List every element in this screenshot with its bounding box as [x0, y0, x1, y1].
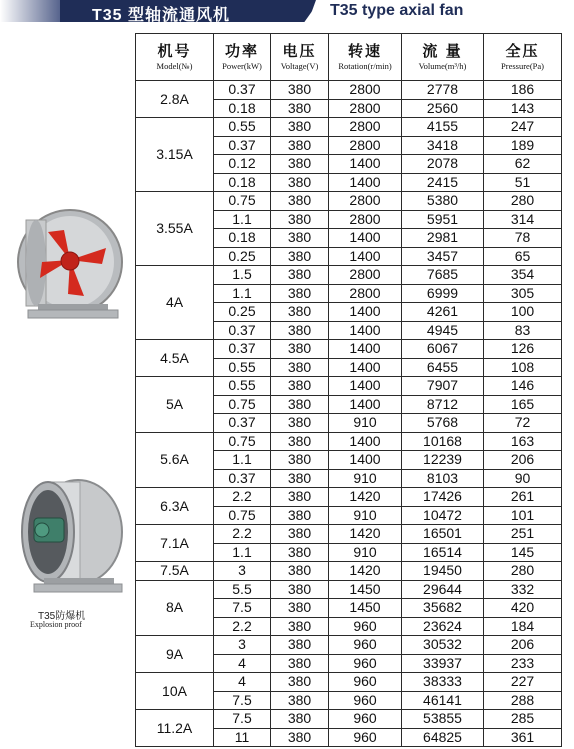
rotation-cell: 960 [329, 710, 402, 729]
voltage-cell: 380 [271, 340, 329, 359]
model-cell: 3.55A [136, 192, 214, 266]
pressure-cell: 90 [484, 469, 562, 488]
rotation-cell: 910 [329, 414, 402, 433]
voltage-cell: 380 [271, 599, 329, 618]
volume-cell: 16514 [402, 543, 484, 562]
voltage-cell: 380 [271, 728, 329, 747]
explosion-label-cn: T35防爆机 [38, 611, 86, 622]
pressure-cell: 206 [484, 636, 562, 655]
table-row [136, 562, 562, 581]
model-cell: 8A [136, 580, 214, 636]
volume-cell: 17426 [402, 488, 484, 507]
volume-cell: 46141 [402, 691, 484, 710]
model-cell: 4A [136, 266, 214, 340]
table-row [136, 580, 562, 599]
volume-cell: 6455 [402, 358, 484, 377]
volume-cell: 8712 [402, 395, 484, 414]
volume-cell: 2078 [402, 155, 484, 174]
volume-cell: 33937 [402, 654, 484, 673]
voltage-cell: 380 [271, 192, 329, 211]
table-row [136, 673, 562, 692]
table-row [136, 636, 562, 655]
rotation-cell: 1400 [329, 377, 402, 396]
rotation-cell: 1420 [329, 562, 402, 581]
rotation-cell: 960 [329, 673, 402, 692]
table-row [136, 432, 562, 451]
power-cell: 0.25 [214, 247, 271, 266]
voltage-cell: 380 [271, 543, 329, 562]
volume-cell: 6999 [402, 284, 484, 303]
volume-cell: 16501 [402, 525, 484, 544]
model-cell: 7.5A [136, 562, 214, 581]
volume-cell: 38333 [402, 673, 484, 692]
model-cell: 5A [136, 377, 214, 433]
power-cell: 0.25 [214, 303, 271, 322]
power-cell: 0.55 [214, 377, 271, 396]
power-cell: 0.18 [214, 173, 271, 192]
volume-cell: 12239 [402, 451, 484, 470]
model-cell: 9A [136, 636, 214, 673]
rotation-cell: 2800 [329, 99, 402, 118]
axial-fan-red-blade-image [8, 200, 126, 330]
volume-cell: 4261 [402, 303, 484, 322]
title-en: T35 type axial fan [330, 2, 464, 19]
power-cell: 7.5 [214, 710, 271, 729]
rotation-cell: 1400 [329, 173, 402, 192]
volume-cell: 6067 [402, 340, 484, 359]
pressure-cell: 247 [484, 118, 562, 137]
pressure-cell: 280 [484, 192, 562, 211]
power-cell: 1.1 [214, 210, 271, 229]
voltage-cell: 380 [271, 691, 329, 710]
pressure-cell: 233 [484, 654, 562, 673]
power-cell: 0.18 [214, 229, 271, 248]
voltage-cell: 380 [271, 155, 329, 174]
voltage-cell: 380 [271, 210, 329, 229]
rotation-cell: 1400 [329, 247, 402, 266]
pressure-cell: 126 [484, 340, 562, 359]
voltage-cell: 380 [271, 321, 329, 340]
volume-cell: 53855 [402, 710, 484, 729]
voltage-cell: 380 [271, 266, 329, 285]
pressure-cell: 305 [484, 284, 562, 303]
model-cell: 3.15A [136, 118, 214, 192]
volume-cell: 2415 [402, 173, 484, 192]
power-cell: 1.5 [214, 266, 271, 285]
table-body [136, 81, 562, 747]
header-volume: 流 量 Volume(m³/h) [402, 34, 484, 81]
power-cell: 0.12 [214, 155, 271, 174]
power-cell: 1.1 [214, 451, 271, 470]
model-cell: 7.1A [136, 525, 214, 562]
illustration-column [0, 30, 133, 749]
voltage-cell: 380 [271, 432, 329, 451]
rotation-cell: 1400 [329, 340, 402, 359]
pressure-cell: 143 [484, 99, 562, 118]
rotation-cell: 960 [329, 617, 402, 636]
pressure-cell: 72 [484, 414, 562, 433]
table-row [136, 377, 562, 396]
pressure-cell: 145 [484, 543, 562, 562]
power-cell: 1.1 [214, 284, 271, 303]
power-cell: 0.37 [214, 81, 271, 100]
pressure-cell: 280 [484, 562, 562, 581]
power-cell: 0.75 [214, 395, 271, 414]
volume-cell: 29644 [402, 580, 484, 599]
rotation-cell: 960 [329, 691, 402, 710]
pressure-cell: 361 [484, 728, 562, 747]
power-cell: 0.37 [214, 321, 271, 340]
title-cn: T35 型轴流通风机 [92, 7, 231, 24]
power-cell: 1.1 [214, 543, 271, 562]
voltage-cell: 380 [271, 414, 329, 433]
rotation-cell: 1400 [329, 303, 402, 322]
power-cell: 2.2 [214, 617, 271, 636]
rotation-cell: 1400 [329, 358, 402, 377]
voltage-cell: 380 [271, 118, 329, 137]
rotation-cell: 2800 [329, 192, 402, 211]
power-cell: 7.5 [214, 599, 271, 618]
pressure-cell: 227 [484, 673, 562, 692]
power-cell: 5.5 [214, 580, 271, 599]
power-cell: 0.55 [214, 118, 271, 137]
volume-cell: 19450 [402, 562, 484, 581]
rotation-cell: 1450 [329, 580, 402, 599]
pressure-cell: 62 [484, 155, 562, 174]
banner-fade [0, 0, 70, 22]
rotation-cell: 960 [329, 728, 402, 747]
pressure-cell: 251 [484, 525, 562, 544]
model-cell: 11.2A [136, 710, 214, 747]
rotation-cell: 910 [329, 543, 402, 562]
volume-cell: 7685 [402, 266, 484, 285]
table-row [136, 266, 562, 285]
voltage-cell: 380 [271, 173, 329, 192]
voltage-cell: 380 [271, 358, 329, 377]
power-cell: 0.55 [214, 358, 271, 377]
model-cell: 6.3A [136, 488, 214, 525]
power-cell: 2.2 [214, 488, 271, 507]
axial-fan-explosion-proof-image [8, 470, 126, 600]
voltage-cell: 380 [271, 451, 329, 470]
volume-cell: 2560 [402, 99, 484, 118]
power-cell: 4 [214, 654, 271, 673]
rotation-cell: 2800 [329, 266, 402, 285]
voltage-cell: 380 [271, 395, 329, 414]
voltage-cell: 380 [271, 377, 329, 396]
pressure-cell: 288 [484, 691, 562, 710]
rotation-cell: 1400 [329, 432, 402, 451]
volume-cell: 8103 [402, 469, 484, 488]
table-row [136, 118, 562, 137]
power-cell: 4 [214, 673, 271, 692]
power-cell: 11 [214, 728, 271, 747]
table-row [136, 340, 562, 359]
volume-cell: 4155 [402, 118, 484, 137]
rotation-cell: 2800 [329, 136, 402, 155]
voltage-cell: 380 [271, 99, 329, 118]
volume-cell: 23624 [402, 617, 484, 636]
voltage-cell: 380 [271, 636, 329, 655]
pressure-cell: 83 [484, 321, 562, 340]
voltage-cell: 380 [271, 562, 329, 581]
table-row [136, 525, 562, 544]
pressure-cell: 65 [484, 247, 562, 266]
power-cell: 0.75 [214, 192, 271, 211]
power-cell: 0.37 [214, 340, 271, 359]
voltage-cell: 380 [271, 525, 329, 544]
model-cell: 10A [136, 673, 214, 710]
pressure-cell: 51 [484, 173, 562, 192]
model-cell: 4.5A [136, 340, 214, 377]
voltage-cell: 380 [271, 654, 329, 673]
volume-cell: 30532 [402, 636, 484, 655]
pressure-cell: 189 [484, 136, 562, 155]
rotation-cell: 1420 [329, 525, 402, 544]
power-cell: 0.18 [214, 99, 271, 118]
rotation-cell: 960 [329, 636, 402, 655]
pressure-cell: 420 [484, 599, 562, 618]
pressure-cell: 163 [484, 432, 562, 451]
rotation-cell: 2800 [329, 284, 402, 303]
power-cell: 0.37 [214, 414, 271, 433]
pressure-cell: 261 [484, 488, 562, 507]
model-cell: 2.8A [136, 81, 214, 118]
rotation-cell: 910 [329, 469, 402, 488]
header-model: 机号 Model(№) [136, 34, 214, 81]
voltage-cell: 380 [271, 710, 329, 729]
header-pressure: 全压 Pressure(Pa) [484, 34, 562, 81]
pressure-cell: 206 [484, 451, 562, 470]
rotation-cell: 1400 [329, 321, 402, 340]
rotation-cell: 960 [329, 654, 402, 673]
table-row [136, 81, 562, 100]
pressure-cell: 184 [484, 617, 562, 636]
volume-cell: 5951 [402, 210, 484, 229]
pressure-cell: 314 [484, 210, 562, 229]
voltage-cell: 380 [271, 303, 329, 322]
power-cell: 0.75 [214, 506, 271, 525]
volume-cell: 5380 [402, 192, 484, 211]
pressure-cell: 146 [484, 377, 562, 396]
pressure-cell: 165 [484, 395, 562, 414]
table-row [136, 192, 562, 211]
voltage-cell: 380 [271, 81, 329, 100]
volume-cell: 10168 [402, 432, 484, 451]
volume-cell: 2778 [402, 81, 484, 100]
pressure-cell: 332 [484, 580, 562, 599]
pressure-cell: 285 [484, 710, 562, 729]
power-cell: 3 [214, 636, 271, 655]
rotation-cell: 2800 [329, 118, 402, 137]
table-header-row [136, 34, 562, 81]
pressure-cell: 78 [484, 229, 562, 248]
voltage-cell: 380 [271, 506, 329, 525]
power-cell: 7.5 [214, 691, 271, 710]
volume-cell: 35682 [402, 599, 484, 618]
volume-cell: 10472 [402, 506, 484, 525]
pressure-cell: 100 [484, 303, 562, 322]
header-rotation: 转速 Rotation(r/min) [329, 34, 402, 81]
rotation-cell: 1400 [329, 395, 402, 414]
rotation-cell: 2800 [329, 81, 402, 100]
header-voltage: 电压 Voltage(V) [271, 34, 329, 81]
voltage-cell: 380 [271, 580, 329, 599]
pressure-cell: 108 [484, 358, 562, 377]
voltage-cell: 380 [271, 488, 329, 507]
pressure-cell: 354 [484, 266, 562, 285]
power-cell: 2.2 [214, 525, 271, 544]
spec-table [135, 33, 562, 747]
pressure-cell: 101 [484, 506, 562, 525]
volume-cell: 7907 [402, 377, 484, 396]
volume-cell: 3418 [402, 136, 484, 155]
rotation-cell: 1420 [329, 488, 402, 507]
rotation-cell: 1400 [329, 229, 402, 248]
voltage-cell: 380 [271, 469, 329, 488]
rotation-cell: 1400 [329, 155, 402, 174]
power-cell: 0.75 [214, 432, 271, 451]
table-row [136, 488, 562, 507]
voltage-cell: 380 [271, 284, 329, 303]
volume-cell: 5768 [402, 414, 484, 433]
volume-cell: 4945 [402, 321, 484, 340]
volume-cell: 2981 [402, 229, 484, 248]
header-power: 功率 Power(kW) [214, 34, 271, 81]
voltage-cell: 380 [271, 229, 329, 248]
voltage-cell: 380 [271, 673, 329, 692]
explosion-label-en: Explosion proof [30, 620, 82, 629]
rotation-cell: 1450 [329, 599, 402, 618]
volume-cell: 3457 [402, 247, 484, 266]
rotation-cell: 1400 [329, 451, 402, 470]
pressure-cell: 186 [484, 81, 562, 100]
table-row [136, 710, 562, 729]
model-cell: 5.6A [136, 432, 214, 488]
rotation-cell: 910 [329, 506, 402, 525]
power-cell: 0.37 [214, 469, 271, 488]
voltage-cell: 380 [271, 617, 329, 636]
rotation-cell: 2800 [329, 210, 402, 229]
volume-cell: 64825 [402, 728, 484, 747]
voltage-cell: 380 [271, 136, 329, 155]
header-banner [0, 0, 574, 22]
voltage-cell: 380 [271, 247, 329, 266]
power-cell: 0.37 [214, 136, 271, 155]
power-cell: 3 [214, 562, 271, 581]
